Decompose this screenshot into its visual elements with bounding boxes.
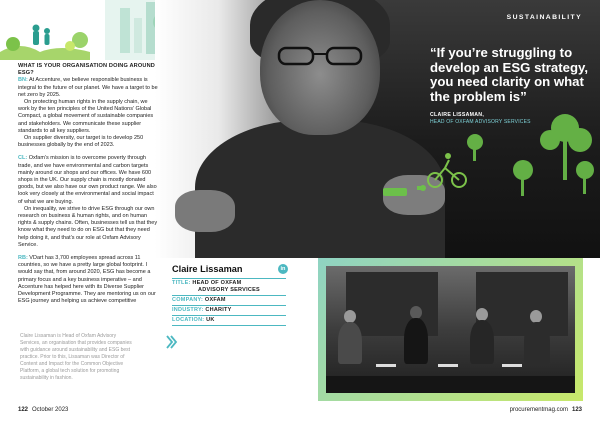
profile-company-row: COMPANY: OXFAM — [172, 297, 226, 303]
profile-location-row: LOCATION: UK — [172, 317, 215, 323]
profile-card — [166, 258, 292, 402]
footer-right: procurementmag.com 123 — [509, 407, 582, 413]
article-question: WHAT IS YOUR ORGANISATION DOING AROUND ESG? — [18, 63, 155, 77]
article-paragraph: RB: VDart has 3,700 employees spread across 11 countries, so we have a pretty large global footprint. I would say that, from around 2020, ESG has become a primary focus and a key business imperative – and Accenture has helped here with its Diverse Supplier Development Programme. They are mentoring us on our ESG journey and helping us achieve competitive — [18, 255, 156, 305]
profile-industry-row: INDUSTRY: CHARITY — [172, 307, 232, 313]
profile-name: Claire Lissaman — [172, 264, 243, 274]
article-paragraph: On protecting human rights in the supply chain, we work by the ten principles of the United Nations’ Global Compact, a global movement of sustainable companies and stakeholders. We communicate these supplier standards to all key suppliers. — [18, 99, 154, 134]
quote-attribution-title: HEAD OF OXFAM ADVISORY SERVICES — [430, 119, 531, 125]
section-label: SUSTAINABILITY — [506, 14, 582, 21]
article-column — [18, 63, 158, 306]
people-tree-illustration — [0, 0, 175, 60]
pull-quote: “If you’re struggling to develop an ESG strategy, you need clarity on what the problem is” — [430, 45, 589, 104]
article-paragraph: On inequality, we strive to drive ESG through our own research on business & human rights, and on human rights & supply chains. Often, businesses tell us that they know what they need to do on ESG but that they need help doing it, and that’s our role at Oxfam Advisory Service. — [18, 205, 158, 248]
profile-title-row-2: ADVISORY SERVICES — [198, 287, 260, 293]
article-paragraph: BN: At Accenture, we believe responsible business is integral to the future of our planet. We have a target to be net zero by 2025. — [18, 77, 158, 98]
footer-left: 122 October 2023 — [18, 407, 69, 413]
quote-attribution-name: CLAIRE LISSAMAN, — [430, 112, 485, 118]
panel-discussion-photo — [318, 258, 583, 401]
linkedin-icon[interactable]: in — [278, 264, 288, 274]
article-paragraph: CL: Oxfam’s mission is to overcome poverty through trade, and we have environmental and carbon targets mainly around our shops and our offices. We have 600 shops in the UK. Our supply chain is mostly donated goods, but we also have our own product range. We also look very closely at the environmental and social impact of what we are buying. — [18, 155, 157, 205]
profile-bio: Claire Lissaman is Head of Oxfam Advisory Services, an organisation that provides companies with guidance around sustainability and ESG best practice. Prior to this, Lissaman was Director of Content and Impact for the Common Objective Platform, a global tech solution for promoting sustainability in fashion. — [20, 333, 132, 381]
chevron-right-icon — [166, 335, 178, 349]
profile-title-row: TITLE: HEAD OF OXFAM — [172, 280, 242, 286]
lanyard-badge — [383, 188, 407, 196]
article-paragraph: On supplier diversity, our target is to develop 250 businesses globally by the end of 2023. — [18, 135, 144, 149]
